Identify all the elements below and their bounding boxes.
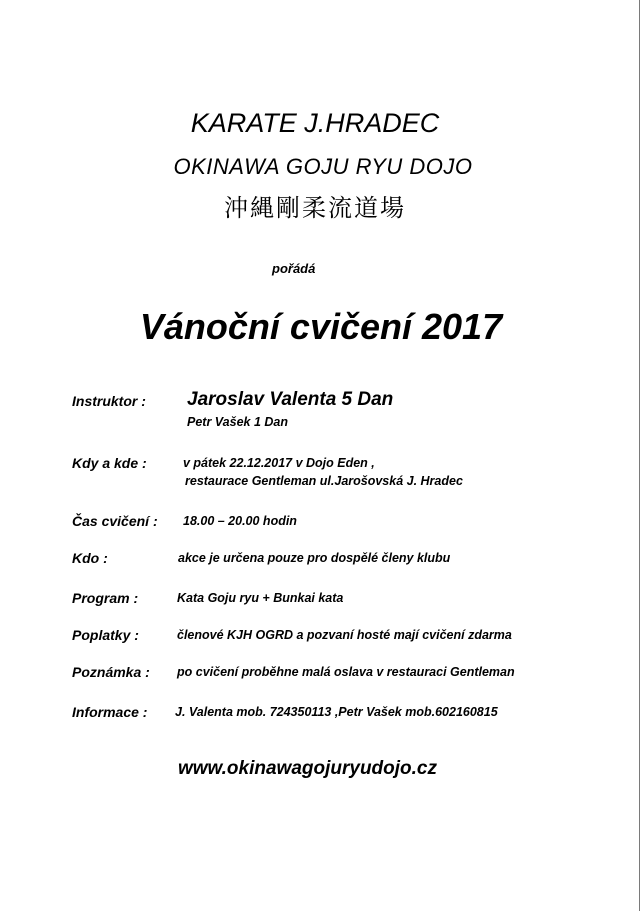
dojo-name-kanji: 沖縄剛柔流道場 <box>224 194 406 222</box>
dojo-name: OKINAWA GOJU RYU DOJO <box>173 154 473 179</box>
who-value: akce je určena pouze pro dospělé členy klubu <box>178 551 451 565</box>
when-where-date: v pátek 22.12.2017 v Dojo Eden , <box>183 456 375 470</box>
fees-value: členové KJH OGRD a pozvaní hosté mají cvičení zdarma <box>177 628 512 642</box>
event-title: Vánoční cvičení 2017 <box>139 306 503 347</box>
instructor-second: Petr Vašek 1 Dan <box>187 415 288 429</box>
note-label: Poznámka : <box>72 664 150 680</box>
program-value: Kata Goju ryu + Bunkai kata <box>177 591 344 605</box>
info-value: J. Valenta mob. 724350113 ,Petr Vašek mob.602160815 <box>175 705 498 719</box>
page-edge <box>639 0 640 911</box>
info-label: Informace : <box>72 704 148 720</box>
instructor-label: Instruktor : <box>72 393 146 409</box>
time-value: 18.00 – 20.00 hodin <box>183 514 297 528</box>
program-label: Program : <box>72 590 139 606</box>
club-name: KARATE J.HRADEC <box>190 108 440 138</box>
note-value: po cvičení proběhne malá oslava v restauraci Gentleman <box>177 665 515 679</box>
when-where-place: restaurace Gentleman ul.Jarošovská J. Hradec <box>185 474 463 488</box>
organizes-label: pořádá <box>272 261 316 276</box>
time-label: Čas cvičení : <box>72 513 158 529</box>
website-link[interactable]: www.okinawagojuryudojo.cz <box>178 758 437 779</box>
fees-label: Poplatky : <box>72 627 139 643</box>
when-where-label: Kdy a kde : <box>72 455 147 471</box>
instructor-main: Jaroslav Valenta 5 Dan <box>187 389 394 410</box>
who-label: Kdo : <box>72 550 108 566</box>
